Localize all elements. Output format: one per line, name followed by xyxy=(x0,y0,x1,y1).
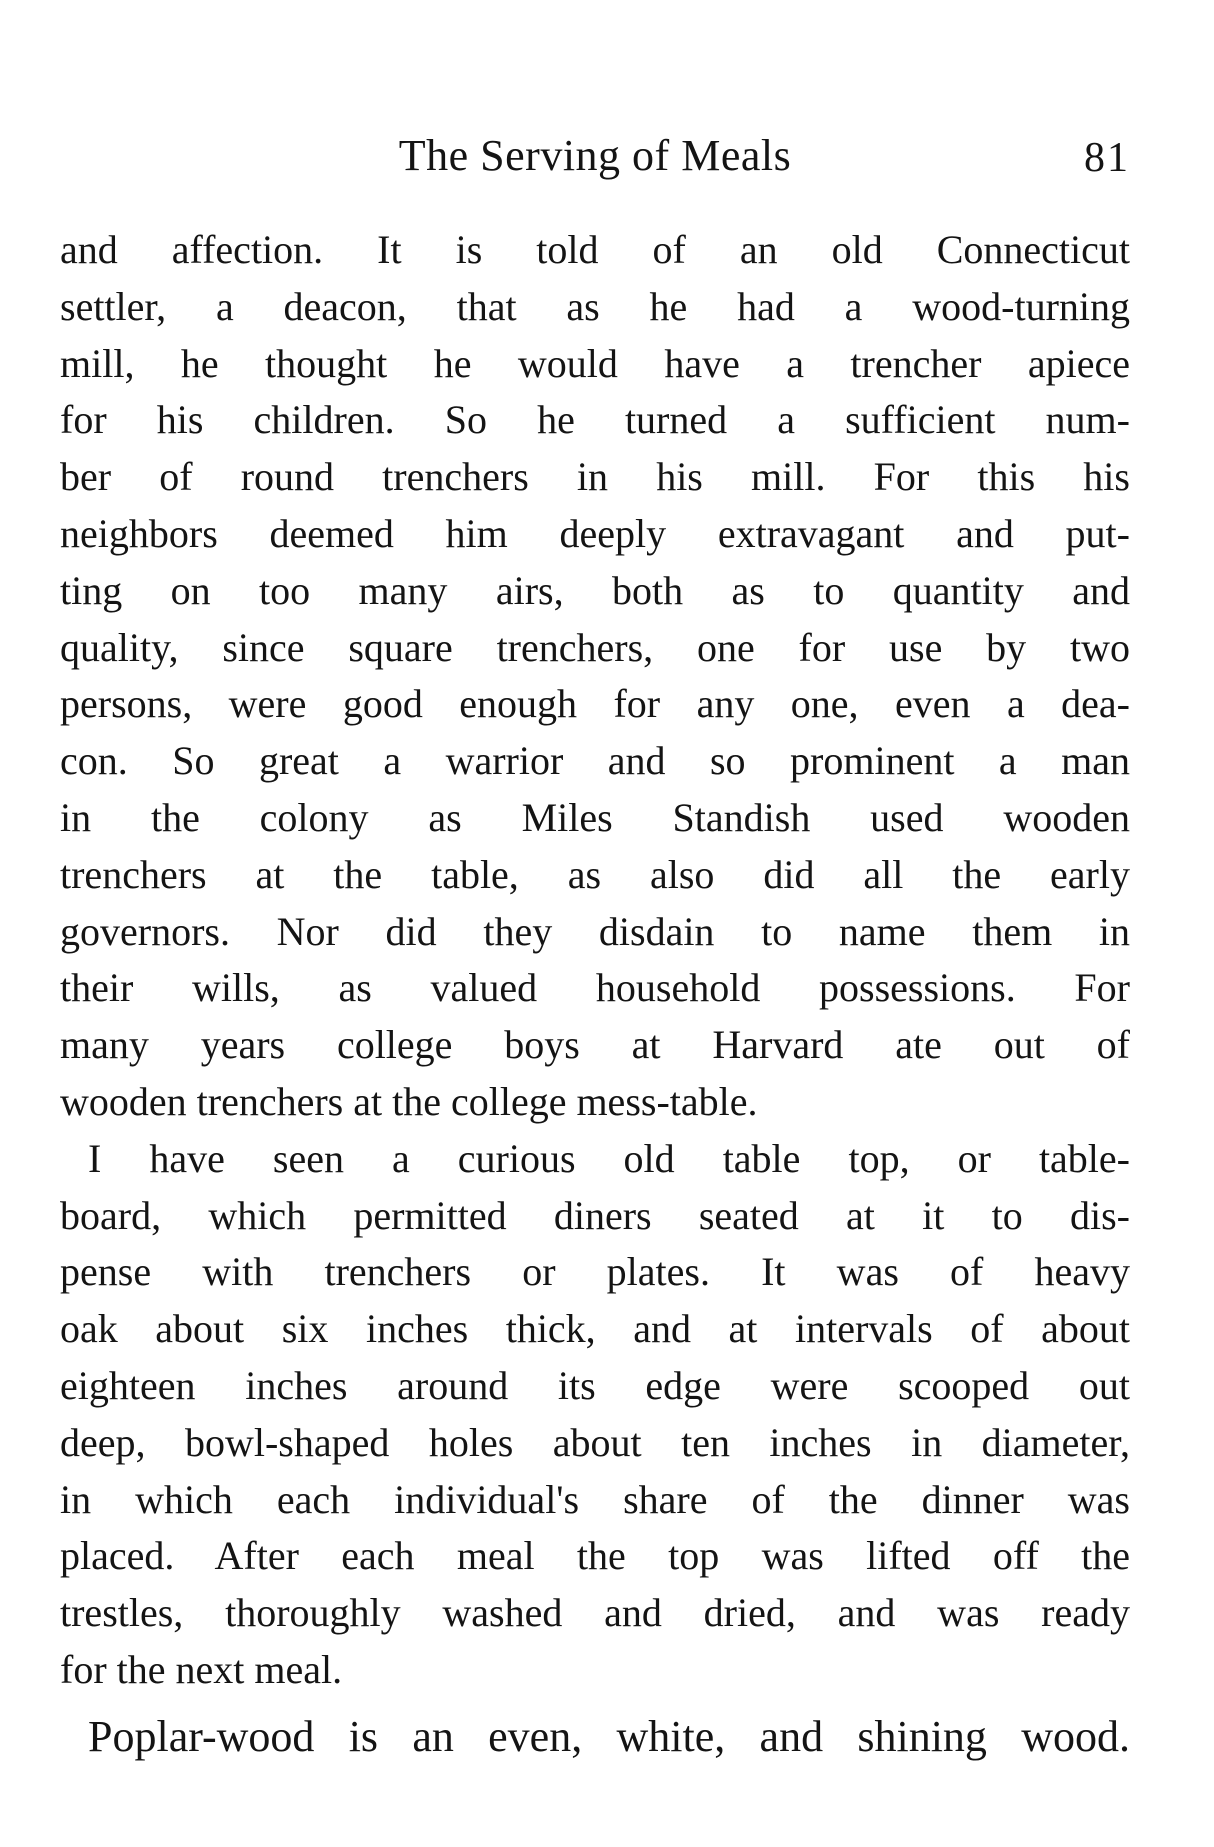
text-line: Poplar-wood is an even, white, and shining wood. xyxy=(88,1711,1130,1761)
text-line: placed. After each meal the top was lifted off the xyxy=(60,1533,1130,1579)
running-title: The Serving of Meals xyxy=(398,131,792,180)
text-line: and affection. It is told of an old Connecticut xyxy=(60,227,1130,272)
text-line: board, which permitted diners seated at it to dis- xyxy=(60,1192,1130,1238)
text-line: ting on too many airs, both as to quantity and xyxy=(60,567,1130,613)
paragraph-1 xyxy=(60,222,1130,1131)
paragraph-2 xyxy=(60,1131,1130,1699)
text-line: mill, he thought he would have a trencher apiece xyxy=(60,340,1130,386)
text-line: neighbors deemed him deeply extravagant and put- xyxy=(60,510,1130,556)
text-line: deep, bowl-shaped holes about ten inches in diameter, xyxy=(60,1419,1130,1465)
text-line: their wills, as valued household possessions. For xyxy=(60,965,1130,1011)
text-line: trenchers at the table, as also did all the early xyxy=(60,851,1130,897)
text-line: in which each individual's share of the dinner was xyxy=(60,1476,1130,1522)
text-line: I have seen a curious old table top, or table- xyxy=(88,1135,1130,1181)
text-line: trestles, thoroughly washed and dried, and was ready xyxy=(60,1590,1130,1636)
page-number: 81 xyxy=(1084,135,1130,181)
text-line: oak about six inches thick, and at intervals of about xyxy=(60,1306,1130,1352)
running-head xyxy=(60,130,1130,190)
paragraph-3 xyxy=(60,1709,1130,1766)
text-line: in the colony as Miles Standish used wooden xyxy=(60,794,1130,840)
text-line: quality, since square trenchers, one for use by two xyxy=(60,624,1130,670)
text-line: many years college boys at Harvard ate out of xyxy=(60,1022,1130,1068)
text-line: for his children. So he turned a sufficient num- xyxy=(60,397,1130,443)
text-line: wooden trenchers at the college mess-table. xyxy=(60,1078,758,1124)
text-line: con. So great a warrior and so prominent a man xyxy=(60,738,1130,784)
text-line: for the next meal. xyxy=(60,1646,343,1692)
text-line: governors. Nor did they disdain to name them in xyxy=(60,908,1130,954)
text-line: pense with trenchers or plates. It was of heavy xyxy=(60,1249,1130,1295)
text-line: settler, a deacon, that as he had a wood-turning xyxy=(60,283,1130,329)
text-line: ber of round trenchers in his mill. For this his xyxy=(60,454,1130,500)
body-text xyxy=(60,222,1130,1766)
text-line: eighteen inches around its edge were scooped out xyxy=(60,1362,1130,1408)
text-line: persons, were good enough for any one, even a dea- xyxy=(60,681,1130,727)
